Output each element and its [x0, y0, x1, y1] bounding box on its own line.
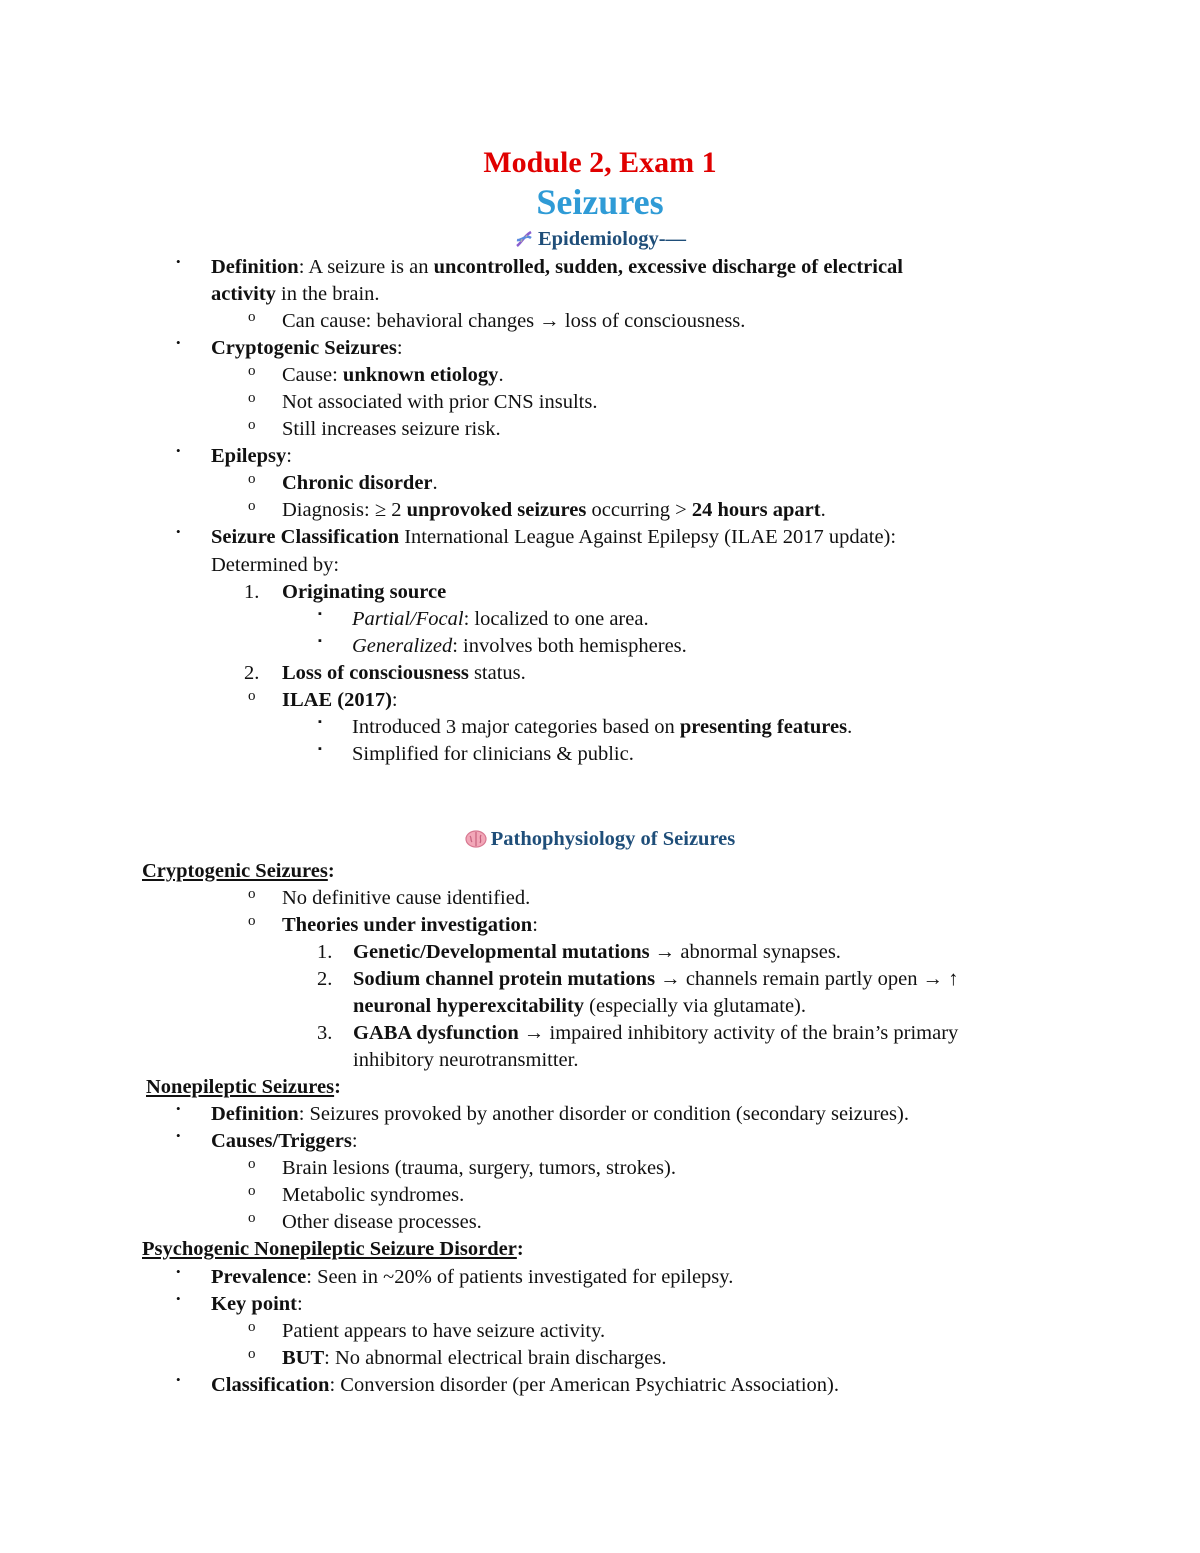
square-bullet-glyph: ▪: [318, 743, 322, 755]
partial-focal-line: Partial/Focal: localized to one area.: [352, 608, 649, 630]
definition-sub: Can cause: behavioral changes → loss of consciousness.: [282, 310, 746, 332]
bullet-glyph: •: [176, 1101, 181, 1116]
prevalence-line: Prevalence: Seen in ~20% of patients investigated for epilepsy.: [211, 1266, 734, 1288]
ilae-line: ILAE (2017):: [282, 689, 398, 711]
sub-bullet-glyph: o: [248, 886, 256, 902]
sub-bullet-glyph: o: [248, 688, 256, 704]
cryptogenic-sub-2: Not associated with prior CNS insults.: [282, 391, 598, 413]
cause-3: Other disease processes.: [282, 1211, 482, 1233]
nonepileptic-definition: Definition: Seizures provoked by another disorder or condition (secondary seizures).: [211, 1103, 909, 1125]
bullet-glyph: •: [176, 524, 181, 539]
cryptogenic-sub-1: Cause: unknown etiology.: [282, 364, 504, 386]
cryptogenic-seizures-heading: Cryptogenic Seizures:: [142, 860, 335, 882]
list-number: 1.: [244, 581, 260, 603]
classification-line: Seizure Classification International League Against Epilepsy (ILAE 2017 update):: [211, 526, 897, 548]
ilae-sub-2: Simplified for clinicians & public.: [352, 743, 634, 765]
sub-bullet-glyph: o: [248, 417, 256, 433]
classification-psych: Classification: Conversion disorder (per American Psychiatric Association).: [211, 1374, 839, 1396]
sub-bullet-glyph: o: [248, 913, 256, 929]
sub-bullet-glyph: o: [248, 1156, 256, 1172]
nonepileptic-heading: Nonepileptic Seizures:: [146, 1076, 341, 1098]
square-bullet-glyph: ▪: [318, 716, 322, 728]
pathophysiology-heading-text: Pathophysiology of Seizures: [490, 828, 736, 850]
key-point-1: Patient appears to have seizure activity.: [282, 1320, 606, 1342]
cryptogenic-sub-3: Still increases seizure risk.: [282, 418, 501, 440]
theory-3: GABA dysfunction → impaired inhibitory activity of the brain’s primary: [353, 1022, 959, 1044]
cause-2: Metabolic syndromes.: [282, 1184, 465, 1206]
sub-bullet-glyph: o: [248, 1319, 256, 1335]
cause-1: Brain lesions (trauma, surgery, tumors, strokes).: [282, 1157, 676, 1179]
ilae-sub-1: Introduced 3 major categories based on presenting features.: [352, 716, 853, 738]
classification-line-2: Determined by:: [211, 554, 340, 576]
loss-of-consciousness: Loss of consciousness status.: [282, 662, 526, 684]
sub-bullet-glyph: o: [248, 471, 256, 487]
list-number: 2.: [244, 662, 260, 684]
square-bullet-glyph: ▪: [318, 635, 322, 647]
definition-line-2: activity in the brain.: [211, 283, 380, 305]
bullet-glyph: •: [176, 1128, 181, 1143]
psychogenic-heading: Psychogenic Nonepileptic Seizure Disorder:: [142, 1238, 524, 1260]
sub-bullet-glyph: o: [248, 1210, 256, 1226]
topic-title: Seizures: [536, 182, 664, 222]
epilepsy-sub-2: Diagnosis: ≥ 2 unprovoked seizures occurring > 24 hours apart.: [282, 499, 826, 521]
sub-bullet-glyph: o: [248, 390, 256, 406]
cryptogenic-line: Cryptogenic Seizures:: [211, 337, 403, 359]
key-point-2: BUT: No abnormal electrical brain discharges.: [282, 1347, 667, 1369]
theory-2: Sodium channel protein mutations → channels remain partly open → ↑: [353, 968, 959, 990]
generalized-line: Generalized: involves both hemispheres.: [352, 635, 687, 657]
list-number: 3.: [317, 1022, 333, 1044]
sub-bullet-glyph: o: [248, 363, 256, 379]
epidemiology-heading: [0, 226, 1200, 253]
epilepsy-sub-1: Chronic disorder.: [282, 472, 438, 494]
theories-line: Theories under investigation:: [282, 914, 538, 936]
sub-bullet-glyph: o: [248, 1183, 256, 1199]
theory-1: Genetic/Developmental mutations → abnormal synapses.: [353, 941, 841, 963]
originating-source: Originating source: [282, 581, 447, 603]
epilepsy-line: Epilepsy:: [211, 445, 292, 467]
bullet-glyph: •: [176, 1264, 181, 1279]
list-number: 1.: [317, 941, 333, 963]
bullet-glyph: •: [176, 335, 181, 350]
key-point-line: Key point:: [211, 1293, 303, 1315]
bullet-glyph: •: [176, 254, 181, 269]
brain-icon: [465, 830, 487, 848]
sub-bullet-glyph: o: [248, 309, 256, 325]
square-bullet-glyph: ▪: [318, 608, 322, 620]
list-number: 2.: [317, 968, 333, 990]
causes-triggers: Causes/Triggers:: [211, 1130, 358, 1152]
pathophysiology-heading: [0, 826, 1200, 853]
theory-2-cont: neuronal hyperexcitability (especially via glutamate).: [353, 995, 807, 1017]
bullet-glyph: •: [176, 443, 181, 458]
bullet-glyph: •: [176, 1291, 181, 1306]
bullet-glyph: •: [176, 1372, 181, 1387]
epidemiology-heading-text: Epidemiology-—: [537, 228, 687, 250]
no-definitive-cause: No definitive cause identified.: [282, 887, 531, 909]
sub-bullet-glyph: o: [248, 1346, 256, 1362]
definition-line: Definition: A seizure is an uncontrolled, sudden, excessive discharge of electrical: [211, 256, 903, 278]
theory-3-cont: inhibitory neurotransmitter.: [353, 1049, 579, 1071]
module-title: Module 2, Exam 1: [483, 146, 717, 179]
dna-icon: [514, 230, 534, 248]
sub-bullet-glyph: o: [248, 498, 256, 514]
